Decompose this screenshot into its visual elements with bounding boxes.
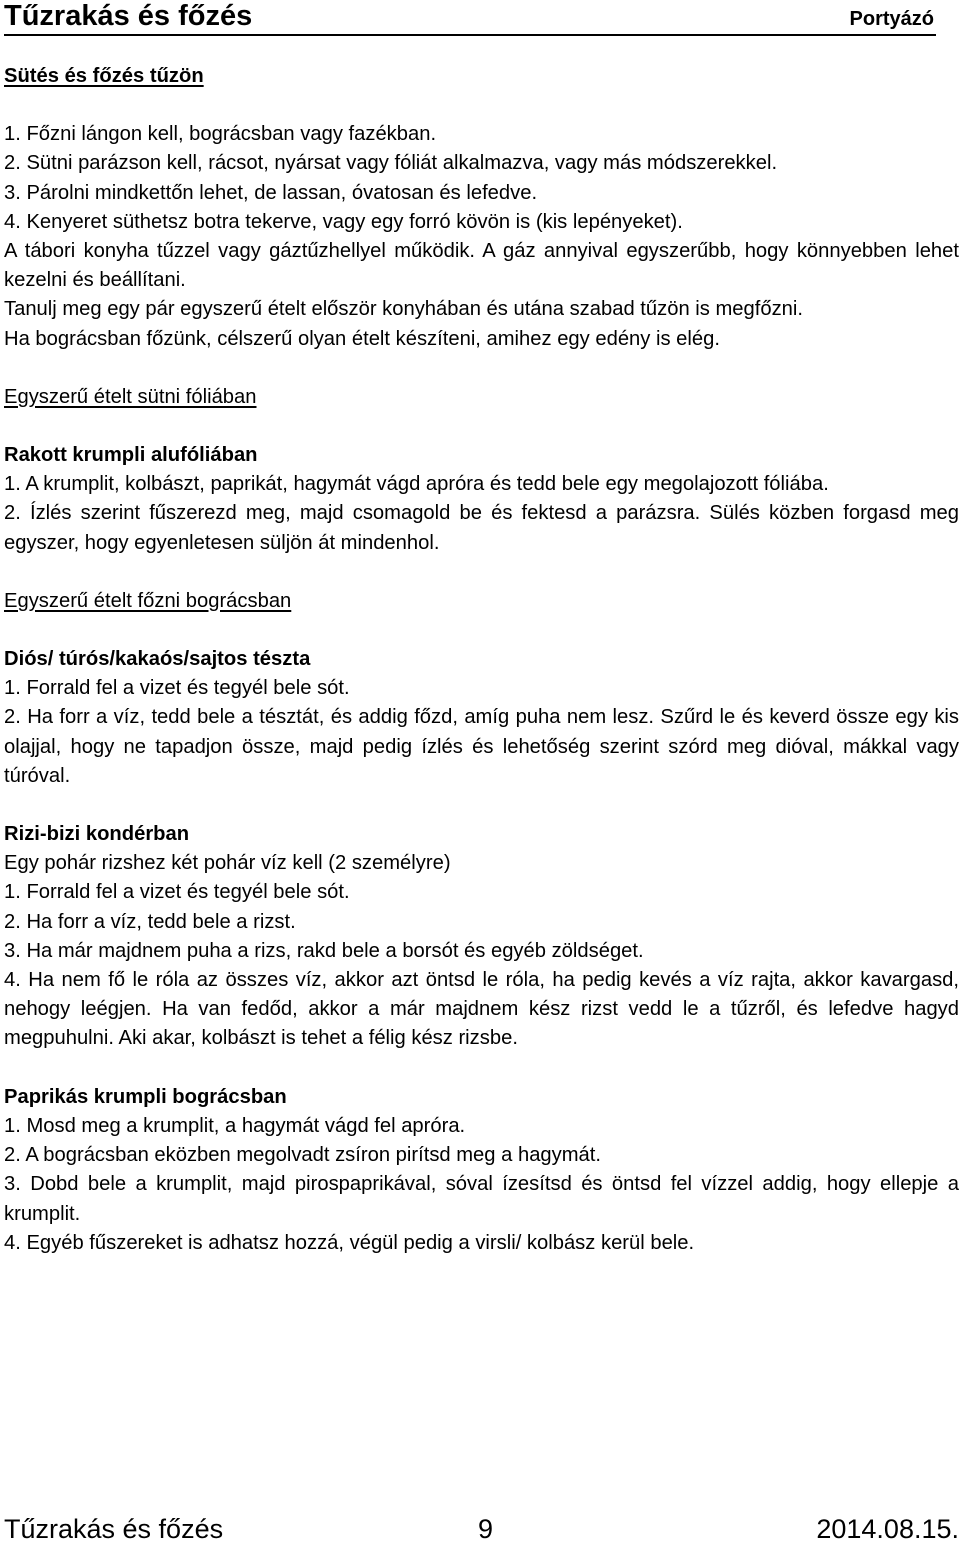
section-heading: Sütés és főzés tűzön (4, 65, 204, 87)
recipe-note: Egy pohár rizshez két pohár víz kell (2 személyre) (4, 852, 451, 875)
spacer (4, 1054, 959, 1083)
recipe-title: Rizi-bizi kondérban (4, 823, 190, 846)
spacer (4, 91, 959, 120)
recipe-title: Diós/ túrós/kakaós/sajtos tészta (4, 648, 311, 671)
recipe-step: 4. Egyéb fűszereket is adhatsz hozzá, végül pedig a virsli/ kolbász kerül bele. (4, 1231, 695, 1254)
section-heading: Egyszerű ételt főzni bográcsban (4, 589, 292, 612)
recipe-step: 1. Mosd meg a krumplit, a hagymát vágd fel apróra. (4, 1114, 466, 1137)
recipe-step: 1. Forrald fel a vizet és tegyél bele sót. (4, 881, 350, 904)
recipe-step: 3. Dobd bele a krumplit, majd pirospaprikával, sóval ízesítsd és öntsd fel vízzel addig, hogy ellepje a krumplit. (4, 1173, 959, 1225)
paragraph: Ha bográcsban főzünk, célszerű olyan ételt készíteni, amihez egy edény is elég. (4, 327, 720, 350)
recipe-title: Rakott krumpli alufóliában (4, 444, 258, 467)
page-number: 9 (478, 1514, 494, 1544)
spacer (4, 791, 959, 820)
page-header (4, 0, 936, 36)
paragraph: A tábori konyha tűzzel vagy gáztűzhellyel működik. A gáz annyival egyszerűbb, hogy könnyebben lehet kezelni és beállítani. (4, 240, 959, 292)
footer-date: 2014.08.15. (816, 1514, 959, 1544)
list-item: 4. Kenyeret süthetsz botra tekerve, vagy egy forró kövön is (kis lepényeket). (4, 210, 683, 233)
list-item: 1. Főzni lángon kell, bográcsban vagy fazékban. (4, 123, 437, 146)
document-body (4, 62, 959, 1258)
recipe-step: 2. A bográcsban eközben megolvadt zsíron pirítsd meg a hagymát. (4, 1144, 601, 1167)
footer-title: Tűzrakás és főzés (4, 1514, 224, 1544)
spacer (4, 412, 959, 441)
page-footer (4, 1514, 959, 1544)
recipe-title: Paprikás krumpli bográcsban (4, 1085, 287, 1108)
recipe-step: 2. Ha forr a víz, tedd bele a tésztát, és addig főzd, amíg puha nem lesz. Szűrd le és keverd össze egy kis olajjal, hogy ne tapadjon össze, majd pedig ízlés és lehetőség szerint szórd meg dióval, mákkal vagy túróval. (4, 706, 959, 787)
paragraph: Tanulj meg egy pár egyszerű ételt először konyhában és utána szabad tűzön is megfőzni. (4, 298, 804, 321)
recipe-step: 2. Ízlés szerint fűszerezd meg, majd csomagold be és fektesd a parázsra. Sülés közben forgasd meg egyszer, hogy egyenletesen süljön át mindenhol. (4, 502, 959, 554)
spacer (4, 616, 959, 645)
list-item: 2. Sütni parázson kell, rácsot, nyársat vagy fóliát alkalmazva, vagy más módszerekkel. (4, 152, 778, 175)
spacer (4, 354, 959, 383)
recipe-step: 4. Ha nem fő le róla az összes víz, akkor azt öntsd le róla, ha pedig kevés a víz rajta, akkor kavargasd, nehogy leégjen. Ha van fedőd, akkor a már majdnem kész rizst vedd le a tűzről, és lefedve hagyd megpuhulni. Aki akar, kolbászt is tehet a félig kész rizsbe. (4, 969, 959, 1050)
recipe-step: 1. Forrald fel a vizet és tegyél bele sót. (4, 677, 350, 700)
header-section-label: Portyázó (849, 8, 934, 30)
list-item: 3. Párolni mindkettőn lehet, de lassan, óvatosan és lefedve. (4, 181, 538, 204)
spacer (4, 558, 959, 587)
recipe-step: 3. Ha már majdnem puha a rizs, rakd bele a borsót és egyéb zöldséget. (4, 939, 644, 962)
header-title: Tűzrakás és főzés (4, 0, 253, 32)
recipe-step: 2. Ha forr a víz, tedd bele a rizst. (4, 910, 296, 933)
section-heading: Egyszerű ételt sütni fóliában (4, 385, 257, 408)
recipe-step: 1. A krumplit, kolbászt, paprikát, hagymát vágd apróra és tedd bele egy megolajozott fóliába. (4, 473, 829, 496)
